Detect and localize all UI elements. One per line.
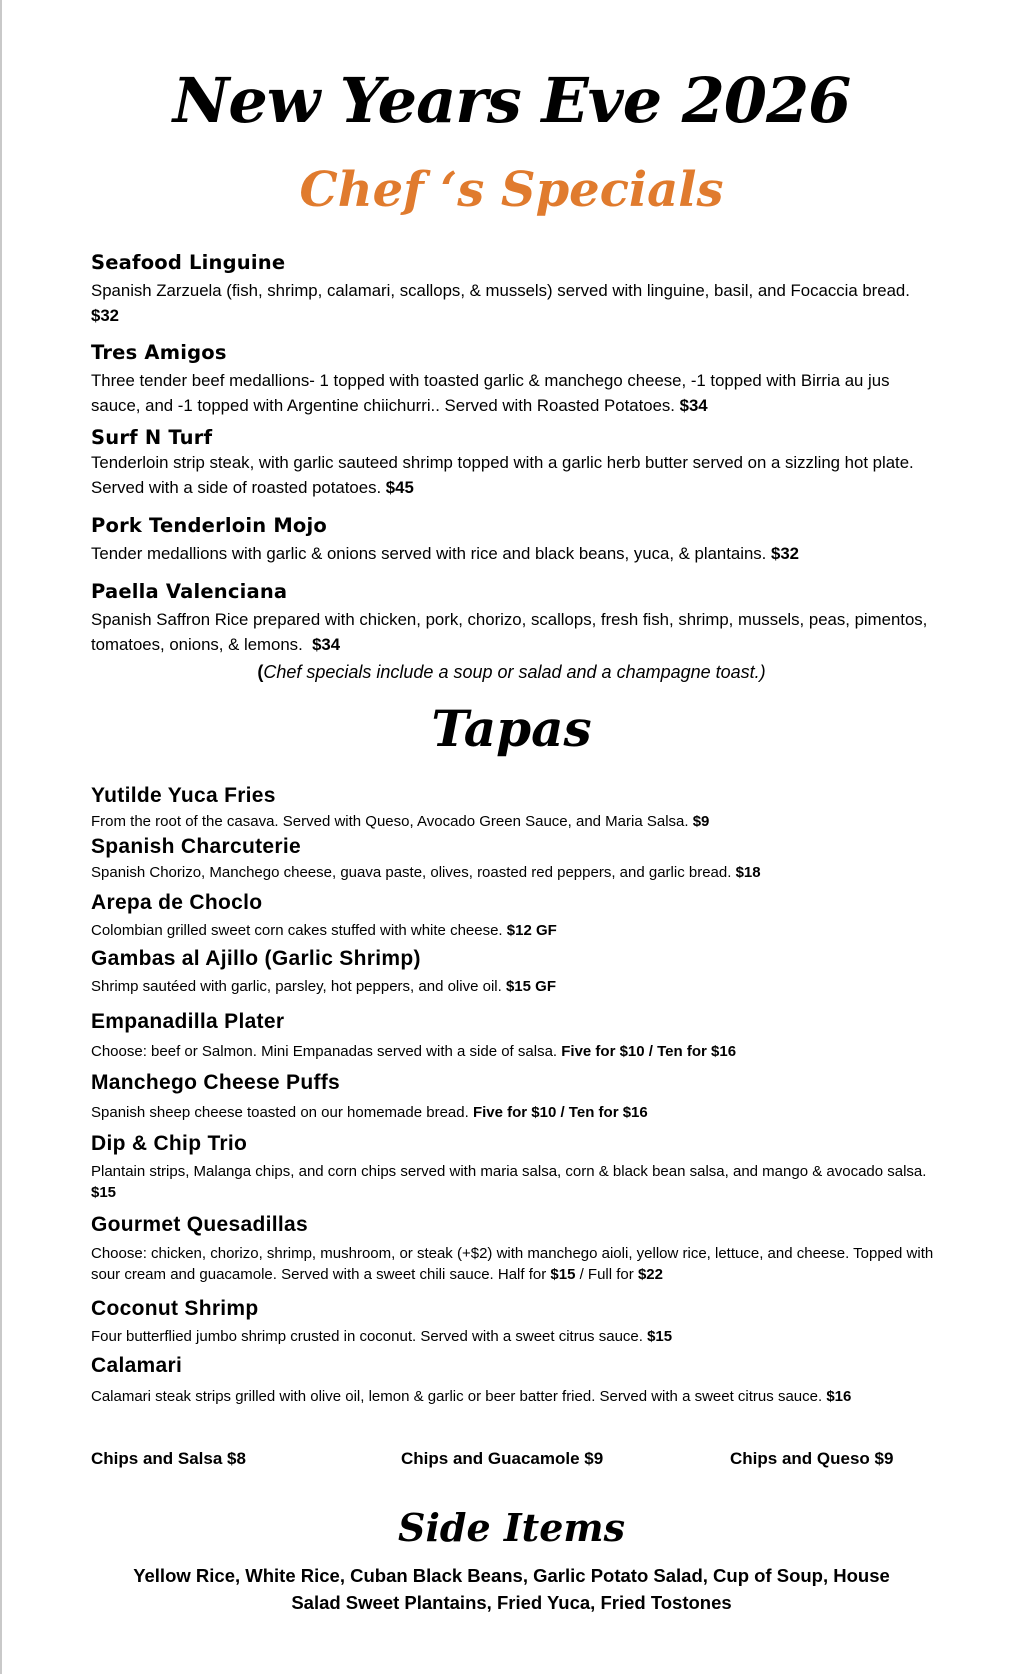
dish-price: $32 (91, 305, 119, 325)
dish-price: $15 GF (505, 978, 556, 995)
chef-specials-note: (Chef specials include a soup or salad and a champagne toast.) (257, 662, 766, 682)
dish-name: Yutilde Yuca Fries (91, 784, 276, 807)
dish-price: Five for $10 / Ten for $16 (472, 1104, 648, 1121)
side-items-list (2, 1562, 1019, 1616)
dish-description: Tenderloin strip steak, with garlic sauteed shrimp topped with a garlic herb butter served on a sizzling hot plate. Served with a side of roasted potatoes. $45 (91, 453, 914, 497)
dish-name: Coconut Shrimp (91, 1297, 259, 1320)
dish-name: Seafood Linguine (91, 251, 286, 274)
dish-name: Tres Amigos (91, 341, 227, 364)
tapas-item (91, 1296, 936, 1347)
dish-name: Spanish Charcuterie (91, 835, 301, 858)
dish-description: From the root of the casava. Served with Queso, Avocado Green Sauce, and Maria Salsa. $9 (91, 813, 710, 830)
dish-price: Five for $10 / Ten for $16 (561, 1043, 737, 1060)
dish-name: Surf N Turf (91, 426, 213, 449)
tapas-item (91, 783, 936, 832)
dish-name: Gourmet Quesadillas (91, 1213, 308, 1236)
chef-special-item (91, 426, 936, 500)
dish-description: Calamari steak strips grilled with olive oil, lemon & garlic or beer batter fried. Served with a sweet citrus sauce. $16 (91, 1388, 852, 1405)
dish-price: $22 (637, 1266, 663, 1283)
tapas-heading: Tapas (431, 699, 592, 758)
dish-name: Manchego Cheese Puffs (91, 1071, 341, 1094)
dish-price: $34 (679, 395, 708, 415)
dish-price: $18 (735, 864, 761, 881)
dish-name: Calamari (91, 1354, 183, 1377)
chef-special-item (91, 251, 936, 328)
side-items-line: Yellow Rice, White Rice, Cuban Black Beans, Garlic Potato Salad, Cup of Soup, House (133, 1565, 890, 1586)
dish-name: Dip & Chip Trio (91, 1132, 248, 1155)
tapas-item (91, 1070, 936, 1123)
dish-description: Colombian grilled sweet corn cakes stuffed with white cheese. $12 GF (91, 922, 557, 939)
chef-special-item (91, 514, 936, 567)
chips-queso: Chips and Queso $9 (730, 1449, 894, 1468)
dish-description: Spanish Zarzuela (fish, shrimp, calamari, scallops, & mussels) served with linguine, basil, and Focaccia bread. $32 (91, 281, 910, 325)
chips-guacamole: Chips and Guacamole $9 (401, 1449, 604, 1468)
dish-description: Three tender beef medallions- 1 topped with toasted garlic & manchego cheese, -1 topped with Birria au jus sauce, and -1 topped with Argentine chiichurri.. Served with Roasted Potatoes. $34 (91, 371, 890, 415)
tapas-item (91, 834, 936, 883)
dish-description: Spanish Saffron Rice prepared with chicken, pork, chorizo, scallops, fresh fish, shrimp, mussels, peas, pimentos, tomatoes, onions, & lemons. $34 (91, 610, 928, 654)
dish-price: $45 (385, 477, 414, 497)
menu-title: New Years Eve 2026 (172, 64, 851, 137)
chips-salsa: Chips and Salsa $8 (91, 1449, 246, 1468)
tapas-item (91, 946, 936, 997)
dish-description: Choose: chicken, chorizo, shrimp, mushroom, or steak (+$2) with manchego aioli, yellow rice, lettuce, and cheese. Topped with sour cream and guacamole. Served with a sweet chili sauce. Half for $15 / Full for $22 (91, 1245, 934, 1283)
chef-specials-heading: Chef ‘s Specials (299, 162, 724, 218)
dish-name: Gambas al Ajillo (Garlic Shrimp) (91, 947, 421, 970)
dish-description: Spanish Chorizo, Manchego cheese, guava paste, olives, roasted red peppers, and garlic bread. $18 (91, 864, 761, 881)
dish-name: Pork Tenderloin Mojo (91, 514, 328, 537)
dish-description: Four butterflied jumbo shrimp crusted in coconut. Served with a sweet citrus sauce. $15 (91, 1328, 673, 1345)
side-items-line: Salad Sweet Plantains, Fried Yuca, Fried Tostones (291, 1592, 732, 1613)
tapas-item (91, 1131, 936, 1203)
tapas-item (91, 1212, 936, 1285)
dish-name: Paella Valenciana (91, 580, 288, 603)
tapas-item (91, 1009, 936, 1062)
dish-price: $15 (91, 1184, 117, 1201)
dish-description: Choose: beef or Salmon. Mini Empanadas served with a side of salsa. Five for $10 / Ten for $16 (91, 1043, 737, 1060)
dish-description: Shrimp sautéed with garlic, parsley, hot peppers, and olive oil. $15 GF (91, 978, 556, 995)
tapas-item (91, 890, 936, 941)
side-items-heading: Side Items (398, 1505, 625, 1550)
dish-price: $12 GF (506, 922, 557, 939)
dish-price: $15 (550, 1266, 576, 1283)
dish-name: Arepa de Choclo (91, 891, 263, 914)
dish-description: Spanish sheep cheese toasted on our homemade bread. Five for $10 / Ten for $16 (91, 1104, 648, 1121)
dish-price: $9 (692, 813, 710, 830)
dish-price: $16 (826, 1388, 852, 1405)
tapas-item (91, 1353, 936, 1407)
dish-description: Tender medallions with garlic & onions served with rice and black beans, yuca, & plantains. $32 (91, 544, 800, 563)
dish-price: $34 (312, 634, 341, 654)
dish-price: $32 (771, 544, 800, 563)
dish-description: Plantain strips, Malanga chips, and corn chips served with maria salsa, corn & black bean salsa, and mango & avocado salsa. $15 (91, 1163, 927, 1201)
chef-special-item (91, 341, 936, 418)
dish-name: Empanadilla Plater (91, 1010, 285, 1033)
dish-price: $15 (647, 1328, 673, 1345)
chef-special-item (91, 580, 936, 657)
